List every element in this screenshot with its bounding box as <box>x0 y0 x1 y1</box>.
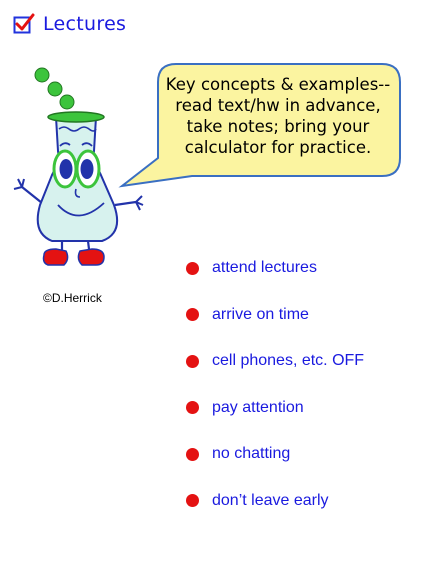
list-item <box>186 491 364 511</box>
bullet-dot-icon <box>186 355 199 368</box>
rule-text: cell phones, etc. OFF <box>212 352 365 370</box>
speech-bubble-text <box>162 74 394 158</box>
rules-list <box>186 258 364 538</box>
rule-text: no chatting <box>212 445 291 463</box>
list-item <box>186 351 364 371</box>
speech-line: calculator for practice. <box>184 138 372 157</box>
header <box>13 13 126 35</box>
rule-text: attend lectures <box>212 259 317 276</box>
image-credit: ©D.Herrick <box>43 291 102 305</box>
rule-text: pay attention <box>212 398 304 416</box>
list-item <box>186 258 364 278</box>
rule-text: don’t leave early <box>212 491 329 509</box>
bullet-dot-icon <box>186 308 199 321</box>
list-item <box>186 305 364 325</box>
speech-line: read text/hw in advance, <box>175 96 381 115</box>
bullet-dot-icon <box>186 262 199 275</box>
checkbox-checked-icon <box>13 13 35 35</box>
bullet-dot-icon <box>186 448 199 461</box>
bullet-dot-icon <box>186 401 199 414</box>
list-item <box>186 444 364 464</box>
speech-line: Key concepts & examples-- <box>165 75 391 94</box>
list-item <box>186 398 364 418</box>
speech-line: take notes; bring your <box>186 117 370 136</box>
page-title: Lectures <box>43 12 127 35</box>
rule-text: arrive on time <box>212 305 309 323</box>
bullet-dot-icon <box>186 494 199 507</box>
